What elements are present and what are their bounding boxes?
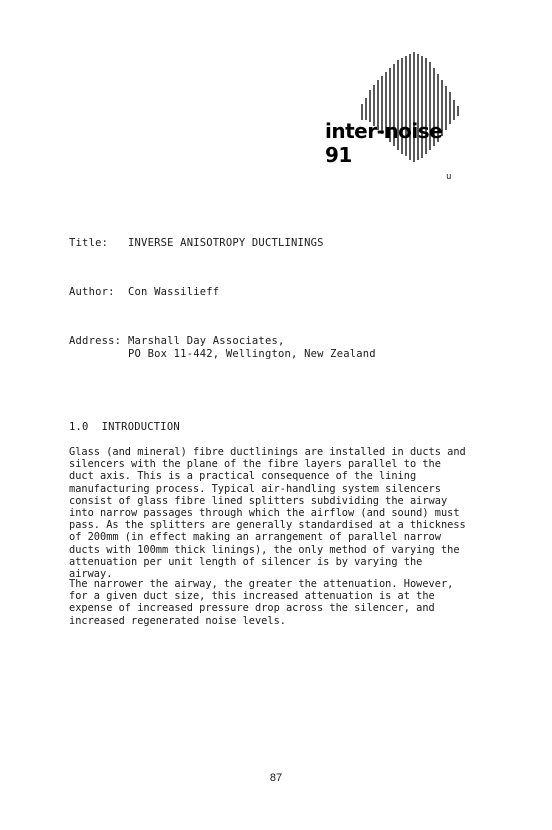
section-heading: 1.0 INTRODUCTION bbox=[69, 421, 180, 433]
author-label: Author: bbox=[69, 286, 115, 298]
inter-noise-logo bbox=[318, 50, 468, 174]
paper-title: INVERSE ANISOTROPY DUCTLININGS bbox=[128, 237, 324, 249]
paragraph-1: Glass (and mineral) fibre ductlinings are installed in ducts and silencers with the plane of the fibre layers parallel to the duct axis. This is a practical consequence of the lining manufacturing process. Typical air-handling system silencers consist of glass fibre lined splitters subdividing the airway into narrow passages through which the airflow (and sound) must pass. As the splitters are generally standardised at a thickness of 200mm (in effect making an arrangement of parallel narrow ducts with 100mm thick linings), the only method of varying the attenuation per unit length of silencer is by varying the airway. bbox=[69, 446, 466, 581]
page-number: 87 bbox=[269, 772, 283, 784]
address-line-2: PO Box 11-442, Wellington, New Zealand bbox=[128, 348, 376, 360]
logo-text: inter-noise 91 bbox=[325, 119, 443, 167]
paragraph-2: The narrower the airway, the greater the attenuation. However, for a given duct size, this increased attenuation is at the expense of increased pressure drop across the silencer, and increased regenerated noise levels. bbox=[69, 578, 454, 627]
title-label: Title: bbox=[69, 237, 109, 249]
author-name: Con Wassilieff bbox=[128, 286, 220, 298]
address-label: Address: bbox=[69, 335, 122, 347]
address-line-1: Marshall Day Associates, bbox=[128, 335, 285, 347]
page-mark: u bbox=[446, 172, 452, 182]
